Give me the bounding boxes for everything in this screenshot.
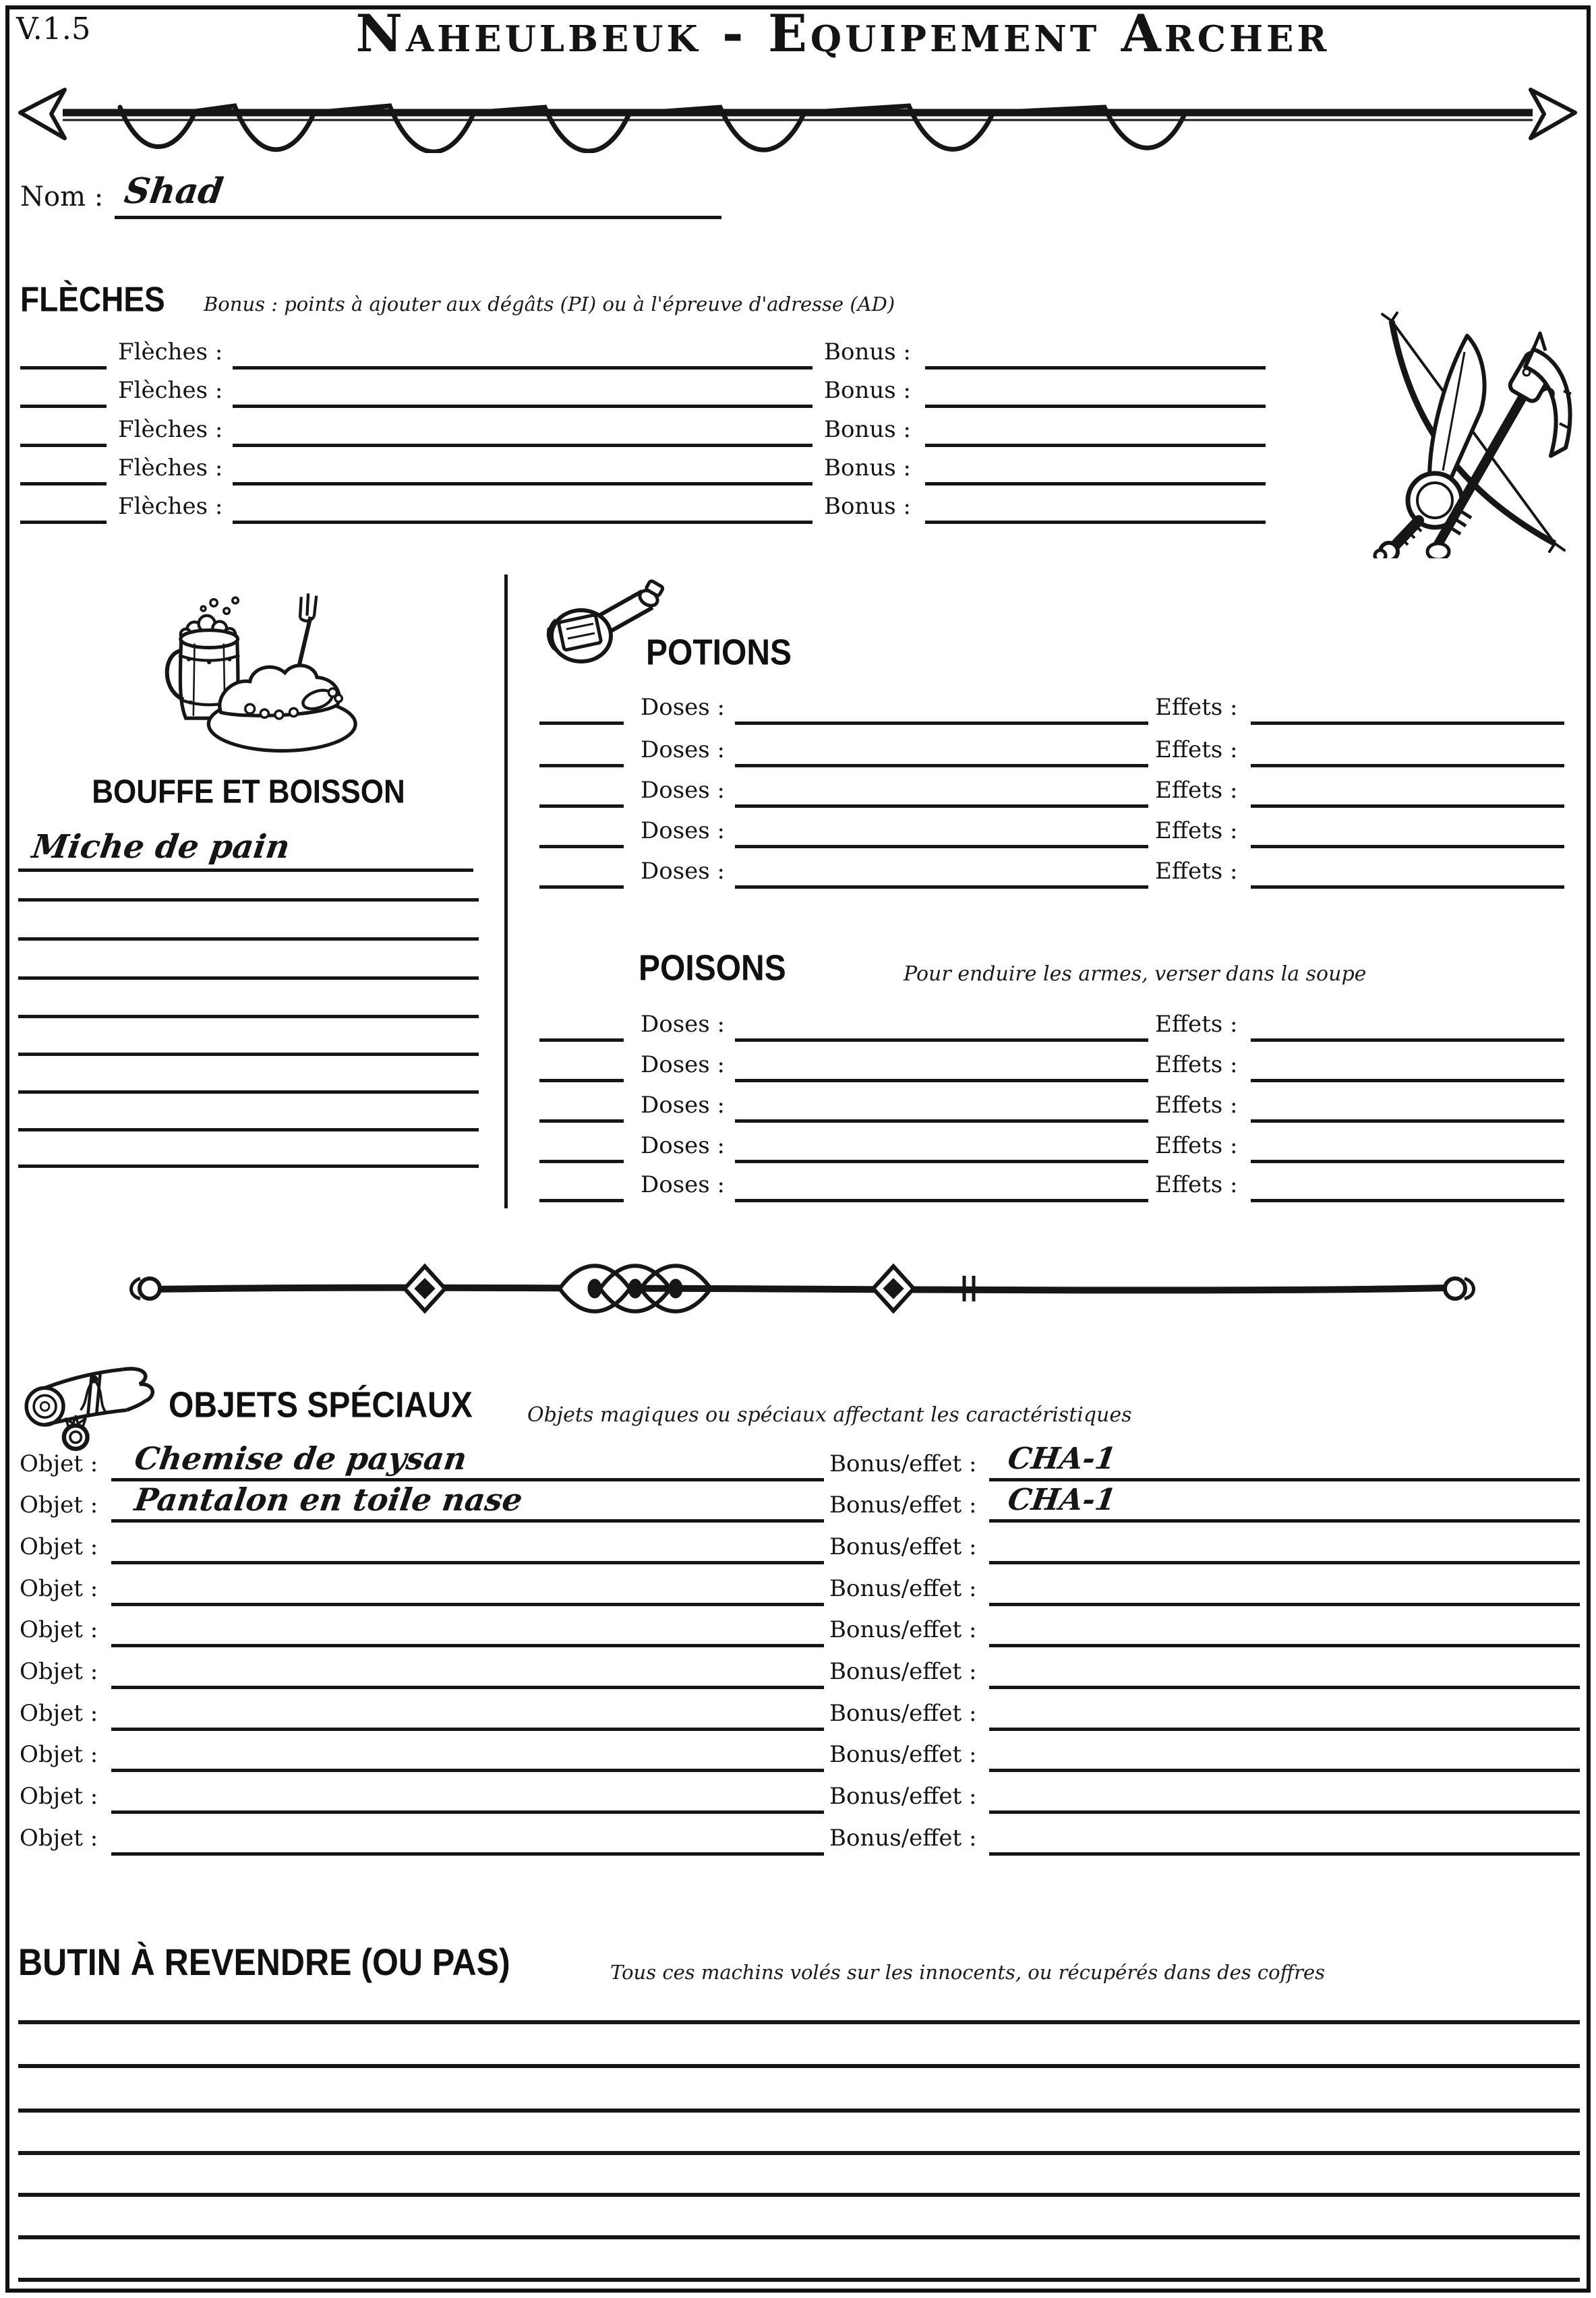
bouffe-line [18, 1165, 479, 1168]
objet-line [111, 1686, 824, 1689]
fleches-bonus-line [925, 366, 1266, 370]
objet-line [111, 1769, 824, 1772]
objet-bonus-line [989, 1519, 1580, 1523]
objet-bonus-line [989, 1686, 1580, 1689]
objet-bonus-line [989, 1852, 1580, 1856]
objet-label: Objet : [20, 1700, 98, 1727]
objet-line [111, 1561, 824, 1564]
fleches-label: Flèches : [118, 454, 223, 481]
fleches-qty-line [20, 521, 107, 524]
potion-effets-line [1251, 804, 1564, 808]
effets-label: Effets : [1155, 1092, 1238, 1119]
doses-label: Doses : [641, 1132, 726, 1159]
objet-line [111, 1519, 824, 1523]
bonus-effet-label: Bonus/effet : [829, 1700, 977, 1727]
fleches-qty-line [20, 444, 107, 447]
doses-label: Doses : [641, 1171, 726, 1198]
fleches-label: Flèches : [118, 493, 223, 520]
butin-line [18, 2235, 1580, 2239]
name-label: Nom : [20, 181, 104, 212]
name-field-line [115, 216, 721, 219]
version-label: V.1.5 [16, 11, 91, 47]
effets-label: Effets : [1155, 1132, 1238, 1159]
bouffe-line [18, 868, 473, 872]
objets-subtitle: Objets magiques ou spéciaux affectant les caractéristiques [527, 1403, 1132, 1427]
objet-line [111, 1644, 824, 1647]
objet-bonus-value: CHA-1 [1005, 1483, 1119, 1517]
page-title: Naheulbeuk - Equipement Archer [355, 3, 1330, 63]
butin-line [18, 2109, 1580, 2113]
poison-qty-line [539, 1079, 624, 1082]
potion-doses-line [735, 845, 1148, 848]
fleches-subtitle: Bonus : points à ajouter aux dégâts (PI) ou à l'épreuve d'adresse (AD) [204, 293, 895, 316]
effets-label: Effets : [1155, 694, 1238, 721]
objet-label: Objet : [20, 1450, 98, 1477]
fleches-heading: FLÈCHES [20, 279, 165, 319]
fleches-bonus-line [925, 521, 1266, 524]
potions-heading: POTIONS [646, 632, 792, 673]
staff-divider-icon [128, 1256, 1477, 1320]
effets-label: Effets : [1155, 736, 1238, 763]
bouffe-item-value: Miche de pain [30, 828, 293, 866]
objet-bonus-line [989, 1478, 1580, 1481]
potion-doses-line [735, 885, 1148, 889]
poison-doses-line [735, 1079, 1148, 1082]
poisons-subtitle: Pour enduire les armes, verser dans la soupe [904, 962, 1367, 986]
objet-label: Objet : [20, 1492, 98, 1519]
doses-label: Doses : [641, 1011, 726, 1038]
effets-label: Effets : [1155, 1171, 1238, 1198]
scroll-ring-icon [12, 1334, 171, 1454]
bonus-effet-label: Bonus/effet : [829, 1741, 977, 1768]
fleches-bonus-line [925, 405, 1266, 408]
doses-label: Doses : [641, 1092, 726, 1119]
objets-heading: OBJETS SPÉCIAUX [169, 1385, 473, 1425]
bonus-effet-label: Bonus/effet : [829, 1658, 977, 1685]
fleches-label: Flèches : [118, 377, 223, 404]
poison-effets-line [1251, 1160, 1564, 1163]
poison-effets-line [1251, 1119, 1564, 1123]
potion-qty-line [539, 885, 624, 889]
doses-label: Doses : [641, 858, 726, 885]
objet-label: Objet : [20, 1783, 98, 1810]
spear-divider-icon [12, 78, 1583, 153]
bonus-label: Bonus : [824, 416, 911, 443]
effets-label: Effets : [1155, 817, 1238, 844]
bouffe-line [18, 1053, 479, 1056]
poisons-heading: POISONS [639, 948, 786, 989]
bonus-effet-label: Bonus/effet : [829, 1575, 977, 1602]
butin-line [18, 2278, 1580, 2282]
doses-label: Doses : [641, 817, 726, 844]
bouffe-line [18, 937, 479, 941]
poison-doses-line [735, 1038, 1148, 1042]
poison-qty-line [539, 1199, 624, 1202]
objet-value: Pantalon en toile nase [132, 1481, 525, 1518]
bouffe-line [18, 1128, 479, 1131]
poison-effets-line [1251, 1199, 1564, 1202]
mug-plate-icon [128, 585, 378, 766]
fleches-label: Flèches : [118, 416, 223, 443]
bonus-effet-label: Bonus/effet : [829, 1825, 977, 1852]
doses-label: Doses : [641, 1051, 726, 1078]
potion-doses-line [735, 804, 1148, 808]
objet-value: Chemise de paysan [132, 1440, 469, 1477]
objet-bonus-line [989, 1644, 1580, 1647]
potion-effets-line [1251, 721, 1564, 725]
effets-label: Effets : [1155, 1011, 1238, 1038]
objet-label: Objet : [20, 1533, 98, 1560]
fleches-name-line [233, 482, 812, 485]
poison-effets-line [1251, 1079, 1564, 1082]
effets-label: Effets : [1155, 1051, 1238, 1078]
bonus-effet-label: Bonus/effet : [829, 1492, 977, 1519]
objet-line [111, 1603, 824, 1606]
objet-bonus-value: CHA-1 [1005, 1442, 1119, 1476]
fleches-qty-line [20, 405, 107, 408]
poison-qty-line [539, 1160, 624, 1163]
bouffe-line [18, 1015, 479, 1018]
fleches-qty-line [20, 482, 107, 485]
butin-subtitle: Tous ces machins volés sur les innocents, ou récupérés dans des coffres [610, 1961, 1326, 1984]
poison-doses-line [735, 1160, 1148, 1163]
potion-effets-line [1251, 845, 1564, 848]
bonus-label: Bonus : [824, 454, 911, 481]
potion-qty-line [539, 764, 624, 767]
objet-line [111, 1728, 824, 1731]
poison-effets-line [1251, 1038, 1564, 1042]
potion-qty-line [539, 845, 624, 848]
potion-qty-line [539, 804, 624, 808]
objet-bonus-line [989, 1769, 1580, 1772]
potion-doses-line [735, 764, 1148, 767]
bonus-effet-label: Bonus/effet : [829, 1616, 977, 1643]
effets-label: Effets : [1155, 777, 1238, 804]
fleches-label: Flèches : [118, 338, 223, 365]
objet-bonus-line [989, 1603, 1580, 1606]
objet-label: Objet : [20, 1741, 98, 1768]
bonus-effet-label: Bonus/effet : [829, 1533, 977, 1560]
doses-label: Doses : [641, 694, 726, 721]
bonus-label: Bonus : [824, 493, 911, 520]
objet-label: Objet : [20, 1616, 98, 1643]
bouffe-line [18, 898, 479, 902]
bow-sword-axe-icon [1327, 310, 1575, 558]
fleches-qty-line [20, 366, 107, 370]
poison-qty-line [539, 1038, 624, 1042]
objet-label: Objet : [20, 1575, 98, 1602]
bouffe-heading: BOUFFE ET BOISSON [92, 773, 405, 811]
fleches-name-line [233, 444, 812, 447]
butin-line [18, 2020, 1580, 2024]
fleches-name-line [233, 366, 812, 370]
butin-heading: BUTIN À REVENDRE (OU PAS) [18, 1941, 510, 1984]
butin-line [18, 2193, 1580, 2197]
doses-label: Doses : [641, 736, 726, 763]
bonus-effet-label: Bonus/effet : [829, 1783, 977, 1810]
fleches-bonus-line [925, 444, 1266, 447]
potion-qty-line [539, 721, 624, 725]
objet-line [111, 1810, 824, 1814]
objet-bonus-line [989, 1561, 1580, 1564]
fleches-bonus-line [925, 482, 1266, 485]
objet-line [111, 1852, 824, 1856]
bouffe-line [18, 976, 479, 980]
objet-bonus-line [989, 1728, 1580, 1731]
potion-doses-line [735, 721, 1148, 725]
bouffe-line [18, 1090, 479, 1094]
poison-qty-line [539, 1119, 624, 1123]
poison-doses-line [735, 1119, 1148, 1123]
column-divider [504, 574, 508, 1208]
effets-label: Effets : [1155, 858, 1238, 885]
poison-doses-line [735, 1199, 1148, 1202]
potion-effets-line [1251, 885, 1564, 889]
name-value: Shad [121, 171, 226, 212]
butin-line [18, 2064, 1580, 2068]
objet-label: Objet : [20, 1658, 98, 1685]
bonus-label: Bonus : [824, 377, 911, 404]
objet-bonus-line [989, 1810, 1580, 1814]
bonus-effet-label: Bonus/effet : [829, 1450, 977, 1477]
bonus-label: Bonus : [824, 338, 911, 365]
objet-label: Objet : [20, 1825, 98, 1852]
fleches-name-line [233, 405, 812, 408]
fleches-name-line [233, 521, 812, 524]
butin-line [18, 2151, 1580, 2155]
doses-label: Doses : [641, 777, 726, 804]
potion-effets-line [1251, 764, 1564, 767]
